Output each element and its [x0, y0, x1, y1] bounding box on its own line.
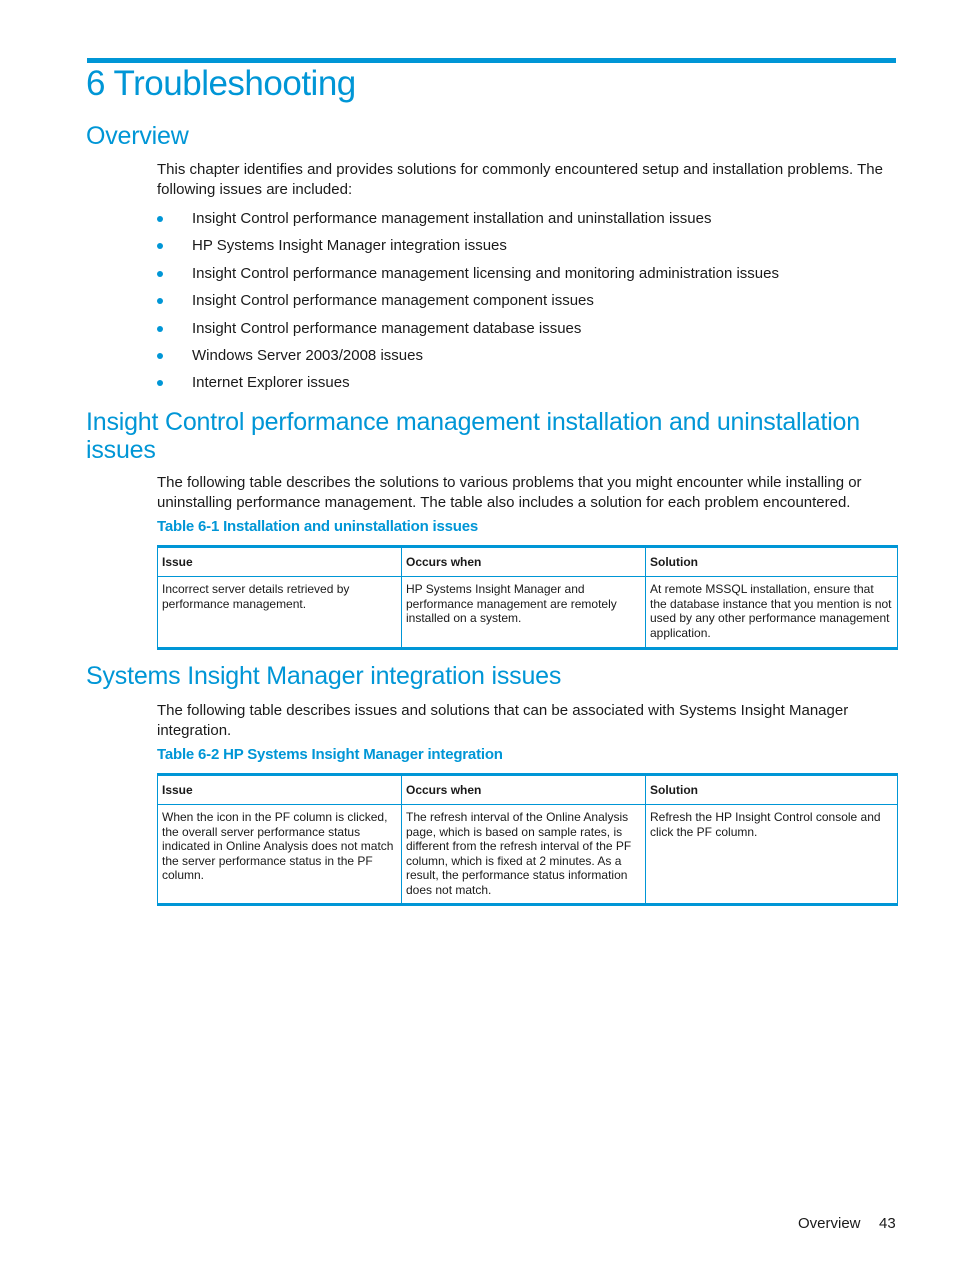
table-cell: HP Systems Insight Manager and performance management are remotely installed on a system. — [402, 577, 646, 649]
table-cell: The refresh interval of the Online Analysis page, which is based on sample rates, is different from the refresh interval of the PF column, which is fixed at 2 minutes. As a result, the performance status information does not match. — [402, 805, 646, 905]
bullet-icon — [157, 216, 163, 222]
table1-caption: Table 6-1 Installation and uninstallation issues — [157, 518, 479, 535]
column-header-solution: Solution — [646, 775, 898, 805]
chapter-rule — [87, 58, 896, 63]
column-header-occurs-when: Occurs when — [402, 775, 646, 805]
table-row — [158, 805, 898, 905]
list-item: Internet Explorer issues — [157, 369, 892, 396]
section2-heading: Systems Insight Manager integration issues — [86, 662, 562, 690]
bullet-icon — [157, 243, 163, 249]
table2-caption: Table 6-2 HP Systems Insight Manager integration — [157, 746, 503, 763]
list-item: HP Systems Insight Manager integration issues — [157, 232, 892, 259]
table-row — [158, 577, 898, 649]
list-item: Insight Control performance management component issues — [157, 287, 892, 314]
bullet-icon — [157, 380, 163, 386]
table-cell: Refresh the HP Insight Control console and click the PF column. — [646, 805, 898, 905]
page-number: 43 — [879, 1215, 896, 1232]
overview-intro: This chapter identifies and provides solutions for commonly encountered setup and installation problems. The following issues are included: — [157, 161, 883, 198]
footer-section-name: Overview — [798, 1215, 861, 1232]
list-item: Insight Control performance management installation and uninstallation issues — [157, 205, 892, 232]
list-item: Insight Control performance management licensing and monitoring administration issues — [157, 260, 892, 287]
section2-intro: The following table describes issues and solutions that can be associated with Systems Insight Manager integration. — [157, 702, 849, 739]
section1-intro: The following table describes the solutions to various problems that you might encounter while installing or uninstalling performance management. The table also includes a solution for each problem encountered. — [157, 474, 862, 511]
overview-heading: Overview — [86, 122, 189, 150]
table-header-row — [158, 775, 898, 805]
bullet-icon — [157, 353, 163, 359]
table-header-row — [158, 547, 898, 577]
table-sim-integration — [157, 773, 898, 906]
bullet-icon — [157, 271, 163, 277]
list-item: Insight Control performance management database issues — [157, 315, 892, 342]
chapter-title: 6 Troubleshooting — [86, 64, 356, 103]
table-cell: Incorrect server details retrieved by performance management. — [158, 577, 402, 649]
bullet-icon — [157, 298, 163, 304]
column-header-issue: Issue — [158, 547, 402, 577]
column-header-solution: Solution — [646, 547, 898, 577]
table-cell: When the icon in the PF column is clicked, the overall server performance status indicated in Online Analysis does not match the server performance status in the PF column. — [158, 805, 402, 905]
table-installation-issues — [157, 545, 898, 650]
bullet-icon — [157, 326, 163, 332]
column-header-occurs-when: Occurs when — [402, 547, 646, 577]
issue-list — [157, 205, 892, 397]
section1-heading: Insight Control performance management installation and uninstallation issues — [86, 408, 860, 464]
table-cell: At remote MSSQL installation, ensure that the database instance that you mention is not used by any other performance management application. — [646, 577, 898, 649]
column-header-issue: Issue — [158, 775, 402, 805]
list-item: Windows Server 2003/2008 issues — [157, 342, 892, 369]
